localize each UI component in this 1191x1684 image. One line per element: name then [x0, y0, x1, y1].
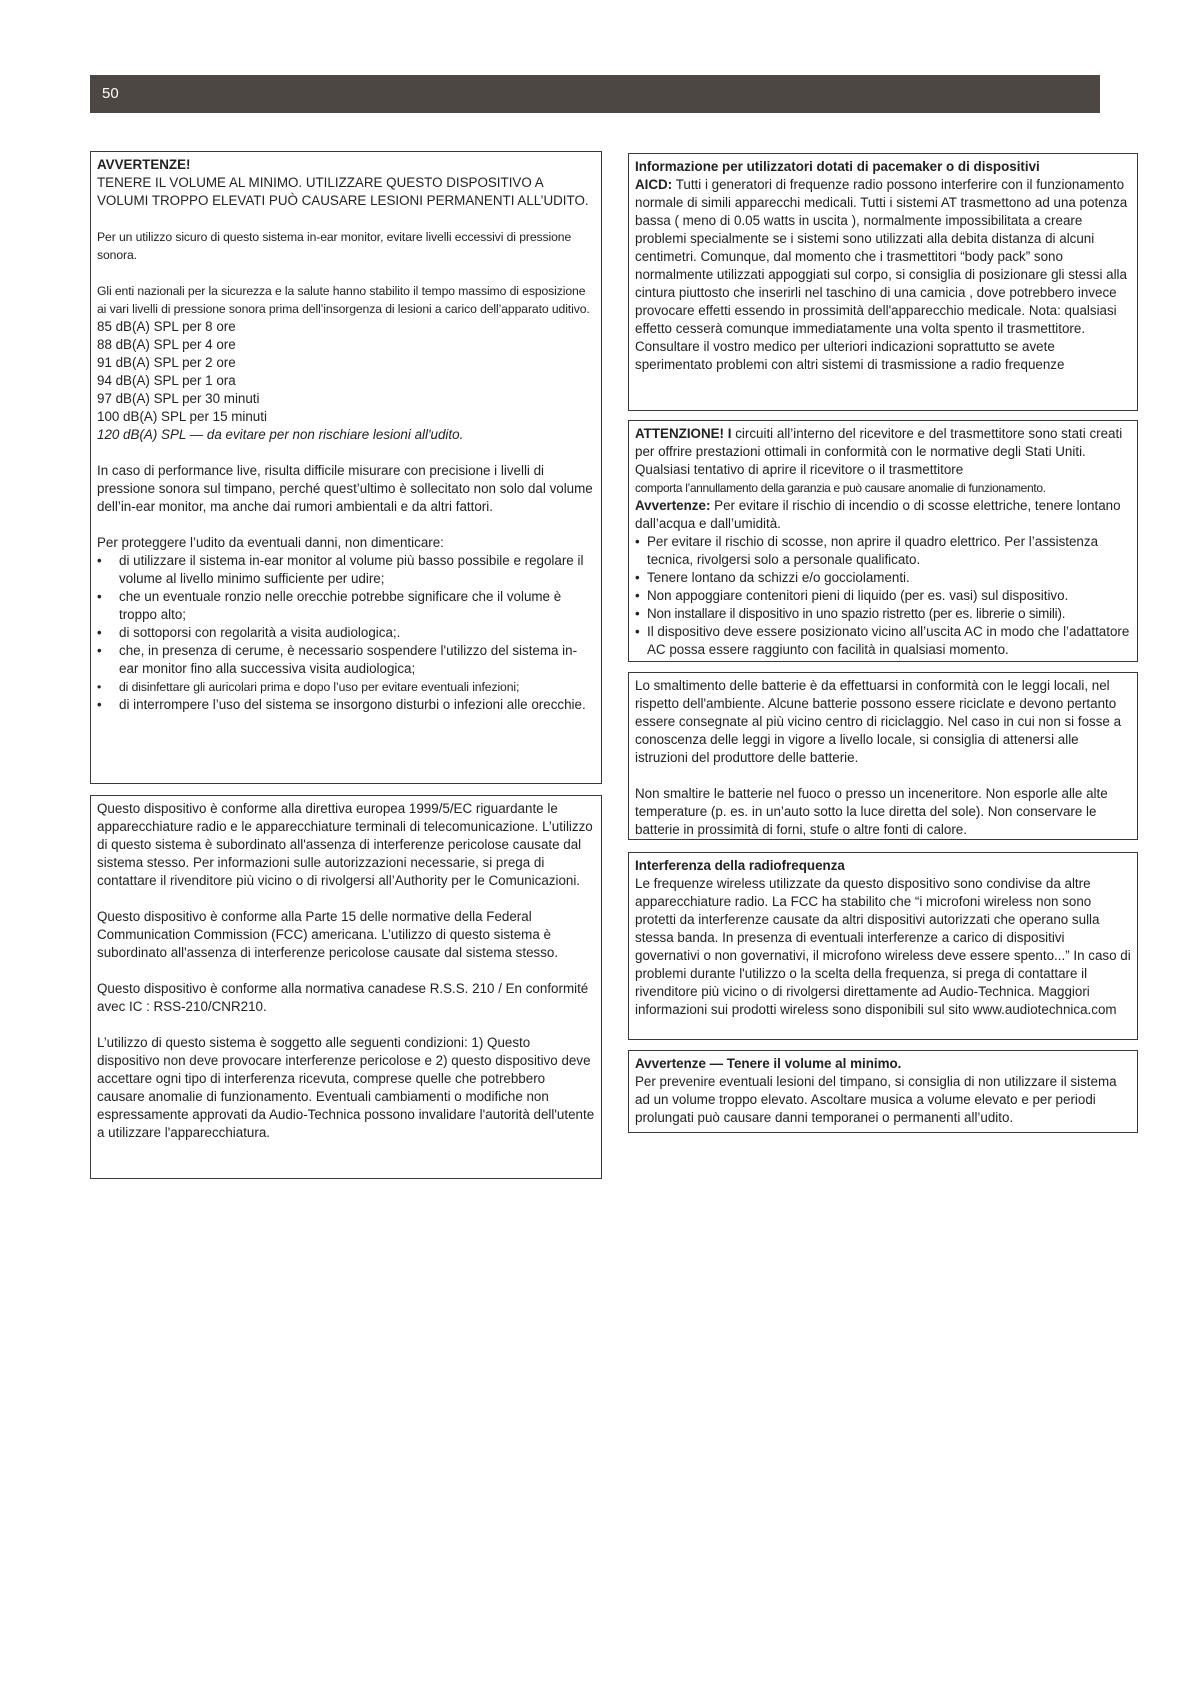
radio-title: Interferenza della radiofrequenza: [635, 858, 845, 873]
pacemaker-text: AICD: Tutti i generatori di frequenze radio possono interferire con il funzionamento normale di simili apparecchi medicali. Tutti i sistemi AT trasmettono ad una potenza bassa ( meno di 0.05 watts in uscita ), normalmente impossibilitata a creare problemi specialmente se i sistemi sono utilizzati alla debita distanza di alcuni centimetri. Comunque, dal momento che i trasmettitori “body pack” sono normalmente utilizzati appoggiati sul corpo, si consiglia di posizionare gli stessi alla cintura piuttosto che inserirli nel taschino di una camicia , dove potrebbero invece provocare effetti essendo in prossimità dell'apparecchio medicale. Nota: qualsiasi effetto cesserà comunque immediatamente una volta spento il trasmettitore. Consultare il vostro medico per ulteriori indicazioni soprattutto se avete sperimentato problemi con altri sistemi di trasmissione a radio frequenze: [635, 177, 1128, 372]
warning-caps: TENERE IL VOLUME AL MINIMO. UTILIZZARE QUESTO DISPOSITIVO A VOLUMI TROPPO ELEVATI PUÒ CAUSARE LESIONI PERMANENTI ALL’UDITO.: [97, 175, 589, 208]
list-item: • Non appoggiare contenitori pieni di liquido (per es. vasi) sul dispositivo.: [635, 588, 1069, 603]
protect-hearing-intro: Per proteggere l’udito da eventuali danni, non dimenticare:: [97, 535, 444, 550]
list-item: • di disinfettare gli auricolari prima e dopo l’uso per evitare eventuali infezioni;: [97, 680, 520, 694]
avvertenze-text: Avvertenze: Per evitare il rischio di incendio o di scosse elettriche, tenere lontano dall’acqua e dall’umidità.: [635, 498, 1121, 531]
level-item: 100 dB(A) SPL per 15 minuti: [97, 409, 267, 424]
pacemaker-info-box: [628, 153, 1138, 411]
volume-text: Per prevenire eventuali lesioni del timpano, si consiglia di non utilizzare il sistema ad un volume troppo elevato. Ascoltare musica a volume elevato e per periodi prolungati può causare danni temporanei o permanenti all’udito.: [635, 1074, 1117, 1125]
warning-title: AVVERTENZE!: [97, 157, 191, 172]
battery-disposal-box: [628, 672, 1138, 840]
page-header-bar: [90, 75, 1100, 113]
live-performance-text: In caso di performance live, risulta difficile misurare con precisione i livelli di pressione sonora sul timpano, perché quest’ultimo è sollecitato non solo dal volume dell’in-ear monitor, ma anche dai rumori ambientali e da altri fattori.: [97, 463, 593, 514]
level-item: 88 dB(A) SPL per 4 ore: [97, 337, 236, 352]
bullet: •: [97, 697, 102, 712]
level-warning: 120 dB(A) SPL — da evitare per non rischiare lesioni all'udito.: [97, 427, 464, 442]
battery-disposal-text: Lo smaltimento delle batterie è da effettuarsi in conformità con le leggi locali, nel rispetto dell'ambiente. Alcune batterie possono essere riciclate e devono pertanto essere consegnate al più vicino centro di riciclaggio. Nel caso in cui non si fosse a conoscenza delle leggi in vigore a livello locale, si consiglia di attenersi alle istruzioni del produttore delle batterie.: [635, 678, 1122, 765]
attenzione-text: ATTENZIONE! I circuiti all’interno del ricevitore e del trasmettitore sono stati creati per offrire prestazioni ottimali in conformità con le normative degli Stati Uniti. Qualsiasi tentativo di aprire il ricevitore o il trasmettitore: [635, 426, 1123, 477]
level-item: 91 dB(A) SPL per 2 ore: [97, 355, 236, 370]
operating-conditions-text: L’utilizzo di questo sistema è soggetto alle seguenti condizioni: 1) Questo dispositivo non deve provocare interferenze pericolose e 2) questo dispositivo deve accettare ogni tipo di interferenza ricevuta, comprese quelle che potrebbero causare anomalie di funzionamento. Eventuali cambiamenti o modifiche non espressamente approvati da Audio-Technica possono invalidare l'autorità dell'utente a utilizzare l'apparecchiatura.: [97, 1035, 595, 1140]
warranty-text: comporta l’annullamento della garanzia e può causare anomalie di funzionamento.: [635, 481, 1046, 495]
page-number: 50: [102, 85, 119, 102]
safety-list: [635, 533, 1131, 659]
radio-text: Le frequenze wireless utilizzate da questo dispositivo sono condivise da altre apparecchiature radio. La FCC ha stabilito che “i microfoni wireless non sono protetti da interferenze causate da altri dispositivi autorizzati che operano sulla stessa banda. In presenza di eventuali interferenze a carico di dispositivi governativi o non governativi, il microfono wireless deve essere spento...” In caso di problemi durante l'utilizzo o la scelta della frequenza, si prega di contattare il rivenditore più vicino o di rivolgersi direttamente ad Audio-Technica. Maggiori informazioni sui prodotti wireless sono disponibili sul sito www.audiotechnica.com: [635, 876, 1131, 1017]
bullet: •: [635, 588, 640, 603]
list-item: • di utilizzare il sistema in-ear monitor al volume più basso possibile e regolare il volume al livello minimo sufficiente per udire;: [97, 553, 584, 586]
list-item: • Il dispositivo deve essere posizionato vicino all’uscita AC in modo che l’adattatore AC possa essere raggiunto con facilità in qualsiasi momento.: [635, 624, 1130, 657]
protect-hearing-list: [97, 552, 595, 714]
bullet: •: [635, 606, 640, 621]
bullet: •: [97, 625, 102, 640]
pacemaker-title: Informazione per utilizzatori dotati di pacemaker o di dispositivi: [635, 159, 1040, 174]
list-item: • che un eventuale ronzio nelle orecchie potrebbe significare che il volume è troppo alto;: [97, 589, 562, 622]
radio-interference-box: [628, 852, 1138, 1040]
bullet: •: [635, 570, 640, 585]
eu-directive-text: Questo dispositivo è conforme alla direttiva europea 1999/5/EC riguardante le apparecchiature radio e le apparecchiature terminali di telecomunicazione. L’utilizzo di questo sistema è subordinato all'assenza di interferenze pericolose causate dal sistema stesso. Per informazioni sulle autorizzazioni necessarie, si prega di contattare il rivenditore più vicino o di rivolgersi all’Authority per le Comunicazioni.: [97, 801, 593, 888]
level-item: 94 dB(A) SPL per 1 ora: [97, 373, 236, 388]
level-item: 97 dB(A) SPL per 30 minuti: [97, 391, 260, 406]
canada-rss-text: Questo dispositivo è conforme alla normativa canadese R.S.S. 210 / En conformité avec IC : RSS-210/CNR210.: [97, 981, 589, 1014]
hearing-warning-box: [90, 151, 602, 784]
bullet: •: [97, 589, 102, 604]
list-item: • Tenere lontano da schizzi e/o gocciolamenti.: [635, 570, 910, 585]
list-item: • Per evitare il rischio di scosse, non aprire il quadro elettrico. Per l’assistenza tecnica, rivolgersi solo a personale qualificato.: [635, 534, 1099, 567]
bullet: •: [635, 624, 640, 639]
list-item: • Non installare il dispositivo in uno spazio ristretto (per es. librerie o simili).: [635, 606, 1066, 621]
compliance-box: [90, 795, 602, 1179]
list-item: • di interrompere l’uso del sistema se insorgono disturbi o infezioni alle orecchie.: [97, 697, 586, 712]
attenzione-box: [628, 420, 1138, 662]
list-item: • di sottoporsi con regolarità a visita audiologica;.: [97, 625, 401, 640]
bullet: •: [97, 680, 102, 694]
level-item: 85 dB(A) SPL per 8 ore: [97, 319, 236, 334]
list-item: • che, in presenza di cerume, è necessario sospendere l'utilizzo del sistema in-ear monitor fino alla successiva visita audiologica;: [97, 643, 578, 676]
volume-warning-box: [628, 1050, 1138, 1133]
bullet: •: [635, 534, 640, 549]
fcc-text: Questo dispositivo è conforme alla Parte 15 delle normative della Federal Communication Commission (FCC) americana. L’utilizzo di questo sistema è subordinato all'assenza di interferenze pericolose causate dal sistema stesso.: [97, 909, 559, 960]
battery-fire-text: Non smaltire le batterie nel fuoco o presso un inceneritore. Non esporle alle alte temperature (p. es. in un’auto sotto la luce diretta del sole). Non conservare le batterie in prossimità di forni, stufe o altre fonti di calore.: [635, 786, 1108, 837]
safe-use-text: Per un utilizzo sicuro di questo sistema in-ear monitor, evitare livelli eccessivi di pressione sonora.: [97, 230, 572, 262]
bullet: •: [97, 643, 102, 658]
bullet: •: [97, 553, 102, 568]
volume-title: Avvertenze — Tenere il volume al minimo.: [635, 1056, 902, 1071]
exposure-text: Gli enti nazionali per la sicurezza e la salute hanno stabilito il tempo massimo di esposizione ai vari livelli di pressione sonora prima dell’insorgenza di lesioni a carico dell’apparato uditivo.: [97, 284, 590, 316]
